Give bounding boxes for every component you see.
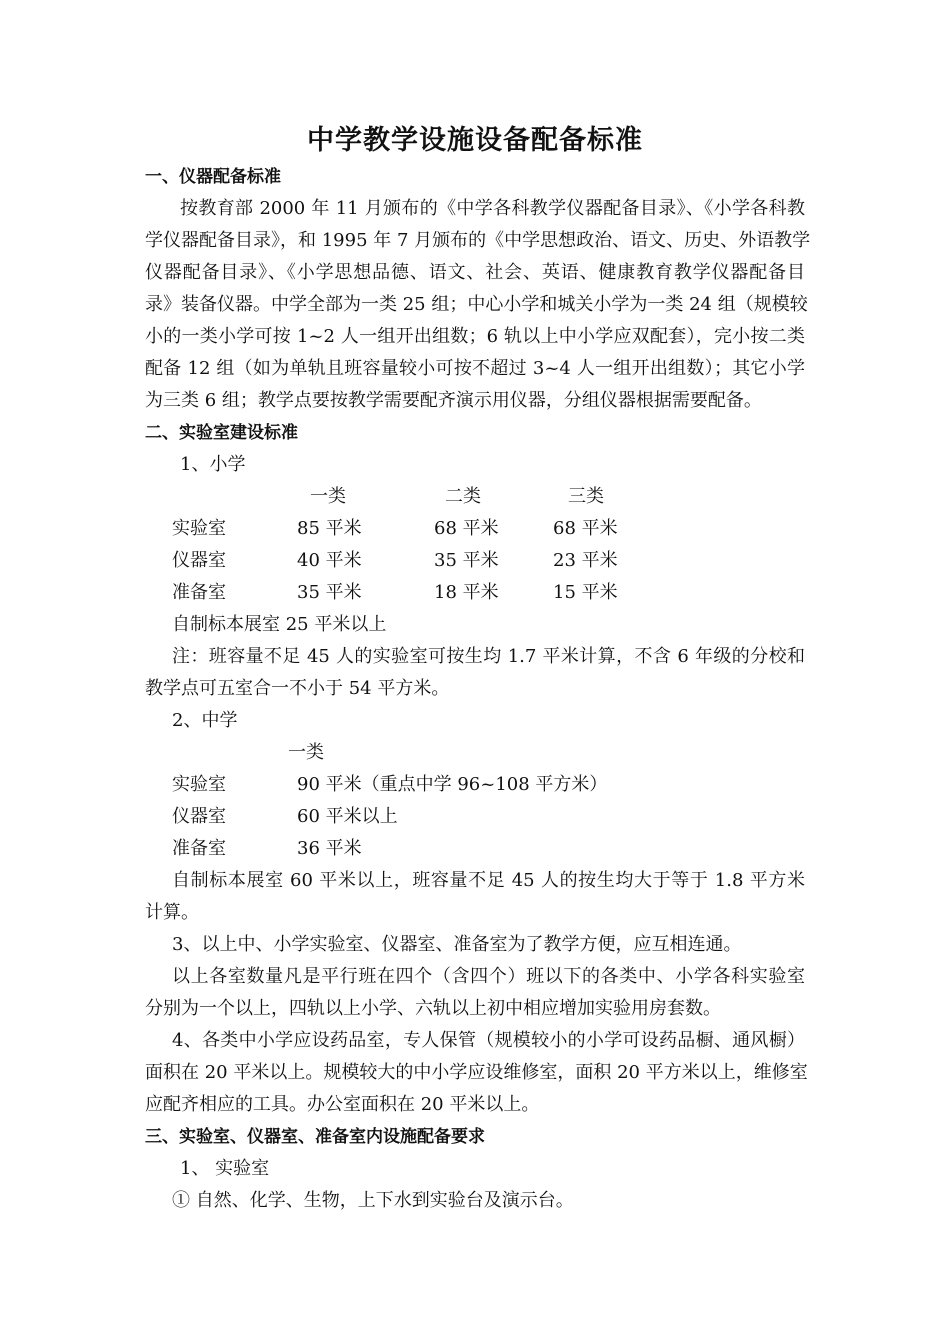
table-header: 二类 xyxy=(445,486,481,507)
table-row-label: 准备室 xyxy=(172,838,226,859)
paragraph-line: 计算。 xyxy=(145,902,199,923)
section-heading-3: 三、实验室、仪器室、准备室内设施配备要求 xyxy=(145,1127,485,1147)
paragraph-line: 配备 12 组（如为单轨且班容量较小可按不超过 3~4 人一组开出组数）；其它小学 xyxy=(145,358,805,379)
table-header: 三类 xyxy=(568,486,604,507)
paragraph-line: 4、各类中小学应设药品室，专人保管（规模较小的小学可设药品橱、通风橱） xyxy=(172,1030,805,1051)
table-row-label: 实验室 xyxy=(172,774,226,795)
section-heading-1: 一、仪器配备标准 xyxy=(145,167,281,187)
table-cell: 36 平米 xyxy=(297,838,362,859)
note-line: 教学点可五室合一不小于 54 平方米。 xyxy=(145,678,450,699)
page-title: 中学教学设施设备配备标准 xyxy=(307,125,643,156)
table-row-label: 仪器室 xyxy=(172,550,226,571)
table-cell: 15 平米 xyxy=(553,582,618,603)
table-cell: 85 平米 xyxy=(297,518,362,539)
table-cell: 90 平米（重点中学 96~108 平方米） xyxy=(297,774,608,795)
table-cell: 35 平米 xyxy=(434,550,499,571)
table-header: 一类 xyxy=(288,742,324,763)
subsection-label: 1、小学 xyxy=(180,454,246,475)
table-row-label: 实验室 xyxy=(172,518,226,539)
paragraph-line: 分别为一个以上，四轨以上小学、六轨以上初中相应增加实验用房套数。 xyxy=(145,998,721,1019)
table-header: 一类 xyxy=(310,486,346,507)
paragraph-line: 录》装备仪器。中学全部为一类 25 组；中心小学和城关小学为一类 24 组（规模较 xyxy=(145,294,808,315)
paragraph-line: 应配齐相应的工具。办公室面积在 20 平米以上。 xyxy=(145,1094,540,1115)
paragraph-line: ① 自然、化学、生物，上下水到实验台及演示台。 xyxy=(172,1190,574,1211)
paragraph-line: 面积在 20 平米以上。规模较大的中小学应设维修室，面积 20 平方米以上，维修室 xyxy=(145,1062,808,1083)
paragraph-line: 以上各室数量凡是平行班在四个（含四个）班以下的各类中、小学各科实验室 xyxy=(172,966,805,987)
paragraph-line: 仪器配备目录》、《小学思想品德、语文、社会、英语、健康教育教学仪器配备目 xyxy=(145,262,805,283)
subsection-label: 2、中学 xyxy=(172,710,238,731)
table-cell: 68 平米 xyxy=(553,518,618,539)
table-cell: 40 平米 xyxy=(297,550,362,571)
table-cell: 23 平米 xyxy=(553,550,618,571)
paragraph-line: 小的一类小学可按 1~2 人一组开出组数；6 轨以上中小学应双配套），完小按二类 xyxy=(145,326,805,347)
paragraph-line: 学仪器配备目录》，和 1995 年 7 月颁布的《中学思想政治、语文、历史、外语教学 xyxy=(145,230,811,251)
subsection-label: 1、 实验室 xyxy=(180,1158,270,1179)
note-line: 注：班容量不足 45 人的实验室可按生均 1.7 平米计算，不含 6 年级的分校和 xyxy=(172,646,805,667)
table-cell: 60 平米以上 xyxy=(297,806,398,827)
table-cell: 35 平米 xyxy=(297,582,362,603)
table-cell: 18 平米 xyxy=(434,582,499,603)
table-cell: 68 平米 xyxy=(434,518,499,539)
section-heading-2: 二、实验室建设标准 xyxy=(145,423,298,443)
paragraph-line: 自制标本展室 60 平米以上，班容量不足 45 人的按生均大于等于 1.8 平方米 xyxy=(172,870,805,891)
paragraph-line: 按教育部 2000 年 11 月颁布的《中学各科教学仪器配备目录》、《小学各科教 xyxy=(180,198,805,219)
paragraph-line: 为三类 6 组；教学点要按教学需要配齐演示用仪器，分组仪器根据需要配备。 xyxy=(145,390,762,411)
table-row-label: 准备室 xyxy=(172,582,226,603)
paragraph-line: 3、以上中、小学实验室、仪器室、准备室为了教学方便，应互相连通。 xyxy=(172,934,742,955)
paragraph-line: 自制标本展室 25 平米以上 xyxy=(172,614,387,635)
table-row-label: 仪器室 xyxy=(172,806,226,827)
